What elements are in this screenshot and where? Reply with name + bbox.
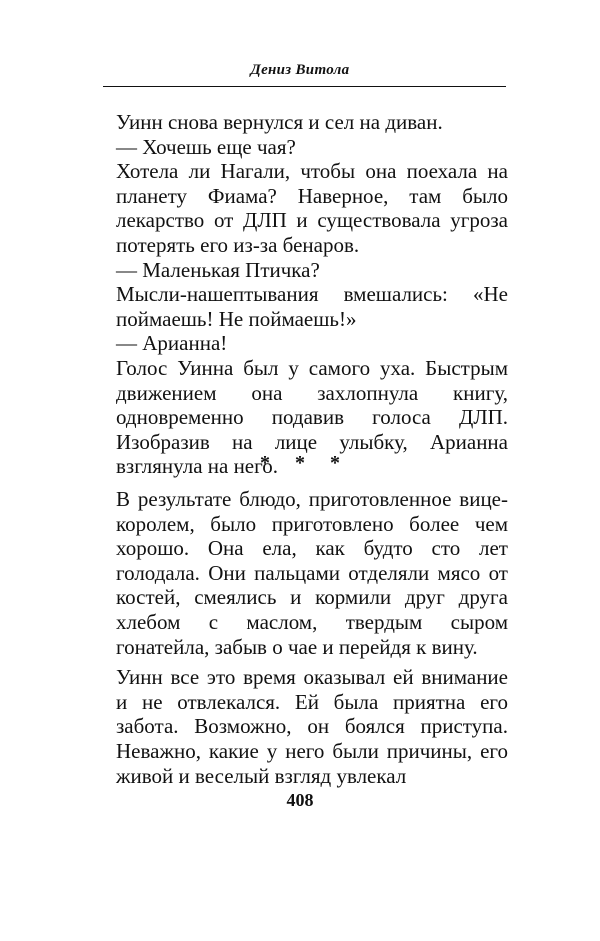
paragraph: В результате блюдо, приготовленное вице-королем, было приготовлено более чем хорошо. Она ела, как будто сто лет голодала. Они пальцами отделяли мясо от костей, смеялись и кормили друг друга хлебом с маслом, твердым сыром гонатейла, забыв о чае и перейдя к вину. [116, 487, 508, 659]
header-rule [103, 86, 506, 87]
paragraph: Уинн все это время оказывал ей внимание и не отвлекался. Ей была приятна его забота. Возможно, он боялся приступа. Неважно, какие у него были причины, его живой и веселый взгляд увлекал [116, 665, 508, 788]
dialogue-line: — Маленькая Птичка? [116, 257, 320, 282]
paragraph: Голос Уинна был у самого уха. Быстрым движением она захлопнула книгу, одновременно подавив голоса ДЛП. Изобразив на лице улыбку, Арианна взглянула на него. [116, 355, 508, 479]
dialogue-line: — Арианна! [116, 331, 228, 356]
paragraph: Мысли-нашептывания вмешались: «Не поймаешь! Не поймаешь!» [116, 282, 508, 331]
section-separator: * * * [260, 452, 350, 474]
running-header: Дениз Витола [250, 62, 350, 78]
page-number: 408 [286, 790, 314, 810]
text-section-2 [116, 487, 508, 788]
paragraph: Уинн снова вернулся и сел на диван. [116, 110, 443, 134]
text-section-1 [116, 110, 508, 479]
dialogue-line: — Хочешь еще чая? [116, 134, 296, 159]
paragraph: Хотела ли Нагали, чтобы она поехала на планету Фиама? Наверное, там было лекарство от ДЛП и существовала угроза потерять его из-за бенаров. [116, 159, 508, 257]
